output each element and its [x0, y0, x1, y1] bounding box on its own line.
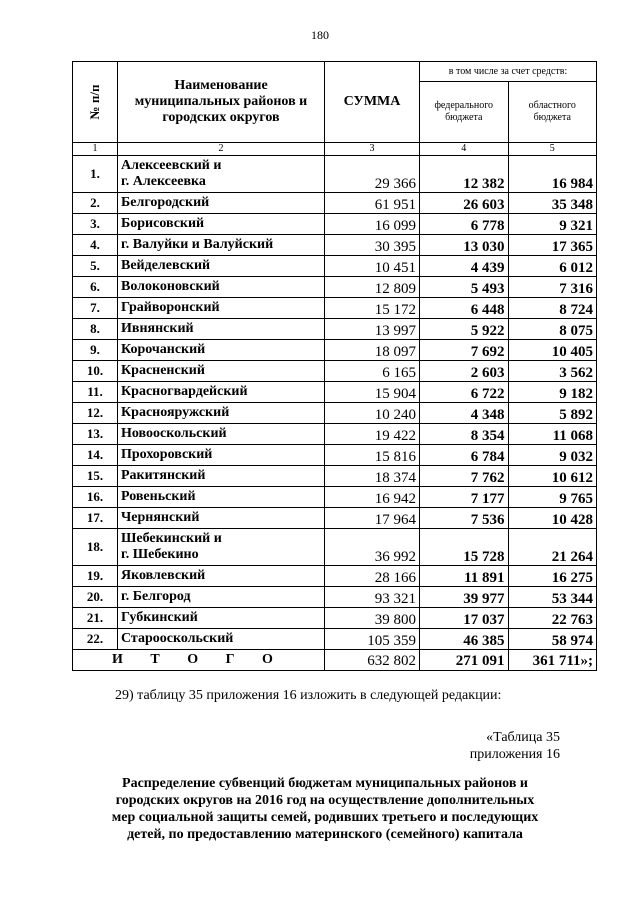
- header-regional-line2: бюджета: [533, 112, 571, 123]
- row-number: 19.: [73, 566, 118, 587]
- row-federal: 39 977: [420, 587, 509, 608]
- row-regional: 17 365: [508, 235, 597, 256]
- row-name: [118, 587, 325, 608]
- row-sum: 10 240: [325, 403, 420, 424]
- header-name: [118, 62, 325, 143]
- row-sum: 12 809: [325, 277, 420, 298]
- row-number: 13.: [73, 424, 118, 445]
- header-federal-line2: бюджета: [445, 112, 483, 123]
- table-row: [73, 508, 597, 529]
- row-sum: 28 166: [325, 566, 420, 587]
- row-sum: 30 395: [325, 235, 420, 256]
- subsidy-table: [72, 61, 597, 671]
- index-cell: 5: [508, 143, 597, 156]
- row-name: [118, 508, 325, 529]
- title-line1: Распределение субвенций бюджетам муниципальных районов и: [122, 776, 528, 791]
- row-federal: 17 037: [420, 608, 509, 629]
- row-name: [118, 277, 325, 298]
- row-regional: 7 316: [508, 277, 597, 298]
- row-number: 5.: [73, 256, 118, 277]
- row-name-line1: Чернянский: [121, 510, 200, 525]
- table-row: [73, 566, 597, 587]
- table-row: [73, 403, 597, 424]
- title-line4: детей, по предоставлению материнского (семейного) капитала: [127, 827, 523, 842]
- row-name-line1: Красногвардейский: [121, 384, 248, 399]
- row-federal: 7 177: [420, 487, 509, 508]
- row-sum: 61 951: [325, 193, 420, 214]
- row-federal: 12 382: [420, 156, 509, 193]
- header-including: в том числе за счет средств:: [420, 62, 597, 82]
- row-number: 17.: [73, 508, 118, 529]
- row-federal: 7 536: [420, 508, 509, 529]
- row-federal: 26 603: [420, 193, 509, 214]
- row-sum: 15 904: [325, 382, 420, 403]
- row-name-line1: Ракитянский: [121, 468, 206, 483]
- title-line3: мер социальной защиты семей, родивших третьего и последующих: [111, 810, 539, 825]
- row-number: 21.: [73, 608, 118, 629]
- table-row: [73, 361, 597, 382]
- row-number: 15.: [73, 466, 118, 487]
- row-regional: 8 075: [508, 319, 597, 340]
- header-num: [73, 62, 118, 143]
- table-row: [73, 445, 597, 466]
- row-name: [118, 319, 325, 340]
- row-regional: 10 428: [508, 508, 597, 529]
- total-label: И Т О Г О: [73, 650, 325, 671]
- row-name-line1: Волоконовский: [121, 279, 220, 294]
- row-federal: 6 448: [420, 298, 509, 319]
- header-name-line1: Наименование: [174, 78, 268, 93]
- row-regional: 9 765: [508, 487, 597, 508]
- table-row: [73, 256, 597, 277]
- total-sum: 632 802: [325, 650, 420, 671]
- row-number: 14.: [73, 445, 118, 466]
- row-sum: 6 165: [325, 361, 420, 382]
- index-cell: 1: [73, 143, 118, 156]
- row-federal: 6 722: [420, 382, 509, 403]
- row-name-line1: Новооскольский: [121, 426, 227, 441]
- row-federal: 15 728: [420, 529, 509, 566]
- table-row: [73, 235, 597, 256]
- table-row: [73, 340, 597, 361]
- row-name-line1: Белгородский: [121, 195, 210, 210]
- row-name-line1: Алексеевский и: [121, 158, 222, 173]
- table-row: [73, 466, 597, 487]
- row-number: 12.: [73, 403, 118, 424]
- row-sum: 16 942: [325, 487, 420, 508]
- header-federal-line1: федерального: [434, 100, 494, 111]
- row-name-line1: Вейделевский: [121, 258, 211, 273]
- row-name-line1: Шебекинский и: [121, 531, 222, 546]
- page-number: 180: [311, 28, 329, 42]
- row-name: [118, 424, 325, 445]
- row-federal: 46 385: [420, 629, 509, 650]
- row-name: [118, 445, 325, 466]
- table-row: [73, 214, 597, 235]
- row-number: 7.: [73, 298, 118, 319]
- row-name-line1: Краснояружский: [121, 405, 230, 420]
- row-federal: 11 891: [420, 566, 509, 587]
- row-number: 18.: [73, 529, 118, 566]
- row-regional: 21 264: [508, 529, 597, 566]
- total-row: [73, 650, 597, 671]
- row-name: [118, 193, 325, 214]
- row-number: 1.: [73, 156, 118, 193]
- table-row: [73, 587, 597, 608]
- row-sum: 17 964: [325, 508, 420, 529]
- table-caption: [470, 729, 560, 763]
- row-regional: 58 974: [508, 629, 597, 650]
- total-federal: 271 091: [420, 650, 509, 671]
- row-sum: 29 366: [325, 156, 420, 193]
- table-row: [73, 529, 597, 566]
- row-sum: 18 097: [325, 340, 420, 361]
- row-number: 9.: [73, 340, 118, 361]
- row-federal: 5 493: [420, 277, 509, 298]
- row-name: [118, 466, 325, 487]
- table-row: [73, 629, 597, 650]
- index-row: [73, 143, 597, 156]
- row-federal: 6 784: [420, 445, 509, 466]
- caption-line2: приложения 16: [469, 747, 560, 762]
- paragraph-instruction: 29) таблицу 35 приложения 16 изложить в следующей редакции:: [115, 688, 502, 703]
- row-name-line2: г. Алексеевка: [121, 174, 206, 189]
- row-number: 3.: [73, 214, 118, 235]
- row-regional: 16 984: [508, 156, 597, 193]
- header-regional-line1: областного: [528, 100, 576, 111]
- row-sum: 36 992: [325, 529, 420, 566]
- row-sum: 93 321: [325, 587, 420, 608]
- row-sum: 105 359: [325, 629, 420, 650]
- row-regional: 9 182: [508, 382, 597, 403]
- table-row: [73, 608, 597, 629]
- row-name: [118, 382, 325, 403]
- header-sum: СУММА: [325, 62, 420, 143]
- row-federal: 5 922: [420, 319, 509, 340]
- table-row: [73, 156, 597, 193]
- row-number: 2.: [73, 193, 118, 214]
- row-name: [118, 529, 325, 566]
- row-number: 8.: [73, 319, 118, 340]
- table-row: [73, 424, 597, 445]
- header-num-label: № п/п: [87, 84, 102, 120]
- row-federal: 13 030: [420, 235, 509, 256]
- row-sum: 10 451: [325, 256, 420, 277]
- row-name: [118, 256, 325, 277]
- row-name: [118, 629, 325, 650]
- caption-line1: «Таблица 35: [486, 730, 560, 745]
- row-name-line1: Грайворонский: [121, 300, 220, 315]
- row-sum: 16 099: [325, 214, 420, 235]
- row-name-line1: Корочанский: [121, 342, 206, 357]
- row-regional: 3 562: [508, 361, 597, 382]
- row-name: [118, 487, 325, 508]
- row-sum: 15 172: [325, 298, 420, 319]
- row-name: [118, 566, 325, 587]
- row-name-line1: Губкинский: [121, 610, 198, 625]
- row-regional: 10 405: [508, 340, 597, 361]
- row-name-line1: Борисовский: [121, 216, 205, 231]
- header-name-line2: муниципальных районов и: [134, 94, 308, 109]
- row-regional: 5 892: [508, 403, 597, 424]
- row-federal: 6 778: [420, 214, 509, 235]
- table-row: [73, 277, 597, 298]
- row-number: 6.: [73, 277, 118, 298]
- table-row: [73, 487, 597, 508]
- table-row: [73, 319, 597, 340]
- row-regional: 6 012: [508, 256, 597, 277]
- row-name-line1: Ивнянский: [121, 321, 194, 336]
- title-line2: городских округов на 2016 год на осуществление дополнительных: [115, 793, 535, 808]
- row-name-line1: Ровеньский: [121, 489, 196, 504]
- row-sum: 18 374: [325, 466, 420, 487]
- row-number: 20.: [73, 587, 118, 608]
- row-number: 4.: [73, 235, 118, 256]
- row-name: [118, 156, 325, 193]
- row-regional: 10 612: [508, 466, 597, 487]
- row-regional: 9 321: [508, 214, 597, 235]
- row-name-line1: Яковлевский: [121, 568, 206, 583]
- row-name: [118, 608, 325, 629]
- row-name: [118, 361, 325, 382]
- header-regional: [508, 82, 597, 143]
- row-regional: 22 763: [508, 608, 597, 629]
- row-number: 10.: [73, 361, 118, 382]
- row-federal: 4 348: [420, 403, 509, 424]
- row-regional: 53 344: [508, 587, 597, 608]
- row-regional: 35 348: [508, 193, 597, 214]
- row-regional: 11 068: [508, 424, 597, 445]
- row-federal: 4 439: [420, 256, 509, 277]
- index-cell: 3: [325, 143, 420, 156]
- row-name: [118, 298, 325, 319]
- table-row: [73, 382, 597, 403]
- row-number: 16.: [73, 487, 118, 508]
- row-regional: 9 032: [508, 445, 597, 466]
- row-federal: 7 762: [420, 466, 509, 487]
- row-name-line1: Старооскольский: [121, 631, 234, 646]
- row-sum: 39 800: [325, 608, 420, 629]
- section-title: [80, 775, 570, 843]
- index-cell: 2: [118, 143, 325, 156]
- total-regional: 361 711»;: [508, 650, 597, 671]
- row-name: [118, 403, 325, 424]
- row-name-line1: Прохоровский: [121, 447, 213, 462]
- header-name-line3: городских округов: [162, 110, 280, 125]
- index-cell: 4: [420, 143, 509, 156]
- row-federal: 7 692: [420, 340, 509, 361]
- row-name: [118, 235, 325, 256]
- row-federal: 2 603: [420, 361, 509, 382]
- table-row: [73, 193, 597, 214]
- row-sum: 15 816: [325, 445, 420, 466]
- header-federal: [420, 82, 509, 143]
- row-name-line1: г. Валуйки и Валуйский: [121, 237, 274, 252]
- row-number: 11.: [73, 382, 118, 403]
- table-row: [73, 298, 597, 319]
- row-sum: 19 422: [325, 424, 420, 445]
- row-name: [118, 214, 325, 235]
- row-sum: 13 997: [325, 319, 420, 340]
- row-name-line1: Красненский: [121, 363, 205, 378]
- row-number: 22.: [73, 629, 118, 650]
- row-federal: 8 354: [420, 424, 509, 445]
- row-name-line2: г. Шебекино: [121, 547, 199, 562]
- row-name-line1: г. Белгород: [121, 589, 191, 604]
- row-regional: 8 724: [508, 298, 597, 319]
- row-name: [118, 340, 325, 361]
- row-regional: 16 275: [508, 566, 597, 587]
